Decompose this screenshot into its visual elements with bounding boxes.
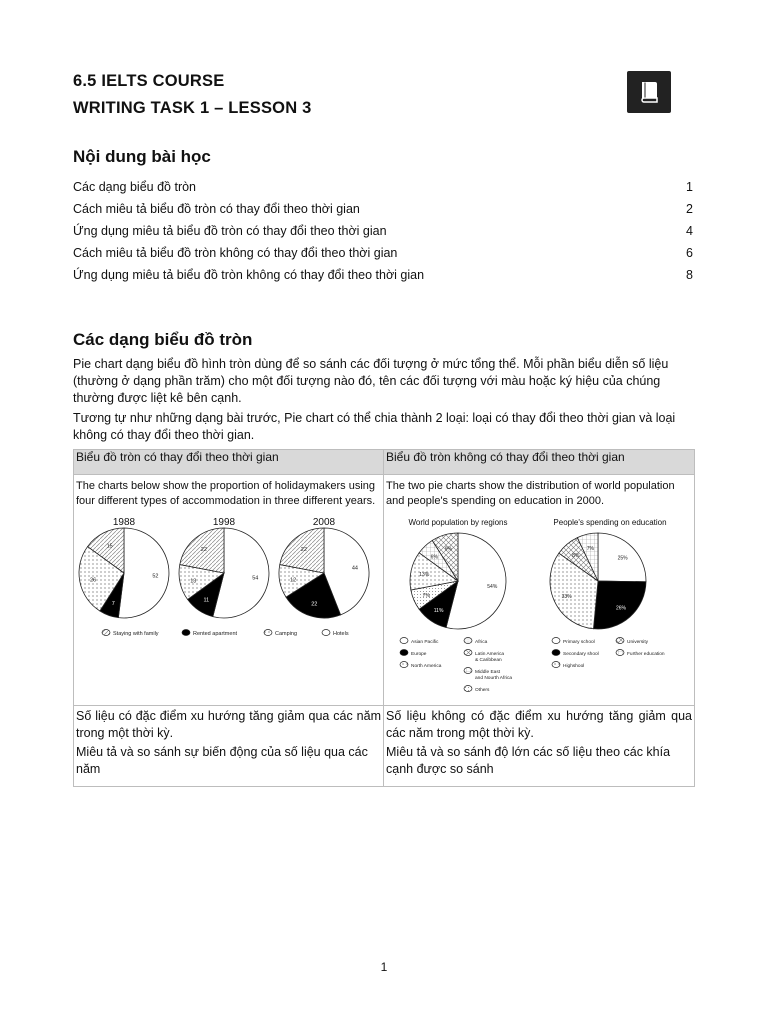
toc-item[interactable]	[73, 220, 693, 242]
col1-notes-cell	[74, 706, 384, 787]
legend-label: University	[627, 640, 649, 645]
pie-slice-label: 12	[290, 577, 297, 584]
legend-swatch	[552, 638, 560, 644]
intro-paragraph: Pie chart dạng biểu đồ hình tròn dùng để so sánh các đối tượng ở mức tổng thể. Mỗi phần biểu diễn số liệu (thường ở dạng phần trăm) cho một đối tượng nào đó, tên các đối tượng với màu hoặc ký hiệu của chúng thường được liệt kê bên cạnh.	[73, 357, 669, 405]
legend-label: Highshool	[563, 664, 585, 669]
toc-item-label: Các dạng biểu đồ tròn	[73, 180, 197, 194]
col2-note-1: Số liệu không có đặc điểm xu hướng tăng giảm qua các năm trong một thời kỳ.	[386, 709, 692, 740]
legend-swatch	[464, 638, 472, 644]
pie-slice-label: 54	[252, 575, 259, 582]
legend-swatch	[400, 638, 408, 644]
pie-slice-label: 7	[111, 601, 115, 608]
pie-slice-label: 15	[106, 543, 113, 550]
legend-label: Primary school	[563, 640, 595, 645]
pie-slice-label: 54%	[487, 583, 498, 590]
legend-swatch	[464, 650, 472, 656]
legend-swatch	[464, 686, 472, 692]
notes-row	[74, 706, 695, 787]
legend-label: Camping	[275, 631, 298, 637]
pie-slice-label: 26%	[615, 605, 627, 612]
types-paragraph: Tương tự như những dạng bài trước, Pie chart có thể chia thành 2 loại: loại có thay đổi theo thời gian và loại không có thay đổi theo thời gian.	[73, 411, 676, 442]
toc-item-page: 1	[686, 180, 693, 194]
pie-slice-label: 25%	[617, 555, 628, 562]
pie-year-label: 1998	[212, 517, 236, 528]
legend-label: Latin America	[475, 652, 505, 657]
legend-swatch	[264, 630, 272, 636]
pie-slice-label: 22	[300, 547, 307, 554]
pie-slice-label: 8%	[572, 553, 580, 559]
pie-slice-label: 11	[203, 597, 210, 604]
table-header-row	[74, 450, 695, 475]
legend-label: Europe	[411, 652, 427, 657]
toc-item[interactable]	[73, 264, 693, 286]
course-title: 6.5 IELTS COURSE	[73, 72, 225, 90]
pie-chart-title: World population by regions	[408, 518, 508, 527]
pie-slice-label: 52	[152, 573, 159, 580]
toc-item-label: Cách miêu tả biểu đồ tròn không có thay đổi theo thời gian	[73, 246, 398, 260]
toc-item[interactable]	[73, 176, 693, 198]
col1-header: Biểu đồ tròn có thay đổi theo thời gian	[74, 450, 384, 475]
legend-label: Africa	[475, 640, 488, 645]
legend-label: Further education	[627, 652, 665, 657]
table-of-contents	[73, 176, 693, 286]
toc-item[interactable]	[73, 242, 693, 264]
pie-slice-label: 33%	[561, 593, 572, 600]
pie-slice-label: 13	[190, 578, 197, 585]
legend-label: Hotels	[333, 631, 349, 637]
col2-chart-cell	[384, 475, 695, 706]
legend-swatch	[400, 662, 408, 668]
pie-slice-label: 26	[90, 577, 97, 584]
legend-swatch	[400, 650, 408, 656]
legend-label: Secondary shool	[563, 652, 599, 657]
chart-row	[74, 475, 695, 706]
pie-slice-label: 11%	[433, 608, 444, 615]
pie-year-label: 1988	[112, 517, 136, 528]
legend-swatch	[552, 650, 560, 656]
col1-chart-cell	[74, 475, 384, 706]
col2-note-2: Miêu tả và so sánh độ lớn các số liệu theo các khía cạnh được so sánh	[386, 745, 671, 776]
legend-swatch	[102, 630, 110, 636]
toc-heading: Nội dung bài học	[73, 147, 211, 166]
legend-label: North America	[411, 664, 442, 669]
toc-item-page: 4	[686, 224, 693, 238]
toc-item-page: 2	[686, 202, 693, 216]
toc-item-label: Ứng dụng miêu tả biểu đồ tròn có thay đổi theo thời gian	[73, 224, 387, 238]
book-icon	[627, 71, 671, 113]
legend-label: and Nourth Africa	[475, 676, 513, 681]
pie-slice-label: 22	[311, 601, 318, 608]
col1-note-2: Miêu tả và so sánh sự biến động của số liệu qua các năm	[76, 745, 368, 776]
legend-label: Rented apartment	[193, 631, 238, 637]
toc-item-label: Cách miêu tả biểu đồ tròn có thay đổi theo thời gian	[73, 202, 360, 216]
section-heading: Các dạng biểu đồ tròn	[73, 330, 253, 349]
pie-slice-label: 6%	[430, 554, 438, 561]
toc-item-label: Ứng dụng miêu tả biểu đồ tròn không có thay đổi theo thời gian	[73, 268, 425, 282]
legend-label: & Caribbean	[475, 658, 502, 663]
pie-slice-label: 7%	[586, 545, 595, 552]
legend-swatch	[616, 638, 624, 644]
pie-slice-label: 44	[351, 565, 358, 572]
accommodation-pie-charts	[76, 515, 378, 645]
pie-slice-label: 9%	[444, 546, 453, 553]
pie-slice-label: 22	[200, 547, 207, 554]
col2-header: Biểu đồ tròn không có thay đổi theo thời gian	[384, 450, 695, 475]
pie-year-label: 2008	[312, 517, 336, 528]
legend-swatch	[552, 662, 560, 668]
pie-chart-title: People's spending on education	[553, 518, 667, 527]
comparison-table	[73, 449, 695, 787]
population-education-pie-charts	[386, 515, 690, 697]
pie-slice-hotels	[118, 528, 169, 618]
lesson-title: WRITING TASK 1 – LESSON 3	[73, 99, 312, 117]
toc-item[interactable]	[73, 198, 693, 220]
legend-label: Asian Pacific	[411, 640, 439, 645]
legend-swatch	[322, 630, 330, 636]
toc-item-page: 6	[686, 246, 693, 260]
page-number: 1	[380, 960, 388, 974]
toc-item-page: 8	[686, 268, 693, 282]
col1-note-1: Số liệu có đặc điểm xu hướng tăng giảm qua các năm trong một thời kỳ.	[76, 709, 381, 740]
legend-label: Middle East	[475, 670, 501, 675]
legend-swatch	[616, 650, 624, 656]
pie-slice-label: 13%	[419, 572, 430, 578]
legend-label: Others	[475, 688, 490, 693]
col2-notes-cell	[384, 706, 695, 787]
col1-chart-description: The charts below show the proportion of holidaymakers using four different types of accommodation in three different years.	[76, 480, 376, 507]
col2-chart-description: The two pie charts show the distribution of world population and people's spending on education in 2000.	[386, 480, 675, 507]
legend-swatch	[464, 668, 472, 674]
pie-slice-label: 7%	[422, 593, 430, 600]
legend-swatch	[182, 630, 190, 636]
legend-label: Staying with family	[113, 631, 159, 637]
